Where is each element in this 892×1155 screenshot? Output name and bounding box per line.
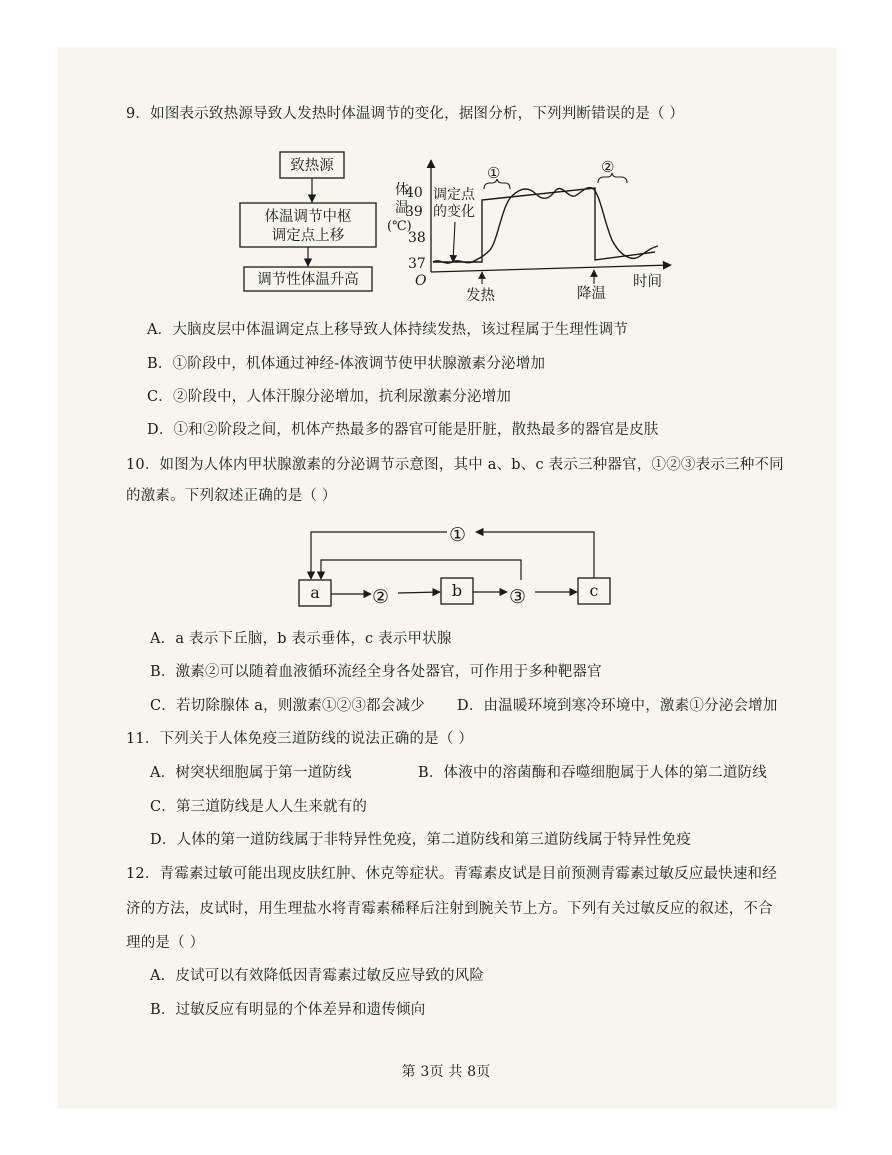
q9-option-c[interactable]: C．②阶段中，人体汗腺分泌增加，抗利尿激素分泌增加 [147,389,512,405]
q9-ytick-39: 39 [405,204,423,220]
q10-option-c[interactable]: C．若切除腺体 a，则激素①②③都会减少 [150,698,425,714]
q10-option-b[interactable]: B．激素②可以随着血液循环流经全身各处器官，可作用于多种靶器官 [150,664,602,680]
q9-ylabel-unit: (℃) [387,219,412,234]
q9-annot-setpoint-2: 的变化 [433,204,475,220]
q10-box-a-label: a [310,583,320,602]
q9-ytick-37: 37 [408,256,426,272]
q10-option-a[interactable]: A．a 表示下丘脑，b 表示垂体，c 表示甲状腺 [150,631,452,647]
q9-box-center-line2: 调定点上移 [271,228,345,244]
q10-option-d[interactable]: D．由温暖环境到寒冷环境中，激素①分泌会增加 [457,698,778,714]
q9-option-d[interactable]: D．①和②阶段之间，机体产热最多的器官可能是肝脏，散热最多的器官是皮肤 [147,422,659,438]
q9-ytick-38: 38 [408,230,426,246]
page-footer: 第 3页 共 8页 [401,1064,491,1080]
q9-phase1-label: ① [487,164,501,182]
q12-stem-line3: 理的是（ ） [126,935,205,951]
q12-option-b[interactable]: B．过敏反应有明显的个体差异和遗传倾向 [150,1002,426,1018]
q9-box-result-label: 调节性体温升高 [257,272,359,288]
q12-option-a[interactable]: A．皮试可以有效降低因青霉素过敏反应导致的风险 [150,968,485,984]
q9-x-axis [431,265,671,272]
q9-origin: O [415,273,427,289]
q10-box-c-label: c [589,581,599,600]
q9-ylabel-2: 温 [395,200,409,216]
q9-box-center-line1: 体温调节中枢 [264,209,352,225]
q12-stem-line2: 济的方法，皮试时，用生理盐水将青霉素稀释后注射到腕关节上方。下列有关过敏反应的叙述，不合 [126,901,773,917]
q9-ylabel-1: 体 [395,182,409,198]
q9-cool-label: 降温 [577,286,606,302]
q9-fever-label: 发热 [466,288,495,304]
q9-stem: 9．如图表示致热源导致人发热时体温调节的变化，据图分析，下列判断错误的是（ ） [126,106,685,122]
q10-hormone-1: ① [449,524,467,546]
q11-stem: 11．下列关于人体免疫三道防线的说法正确的是（ ） [126,731,474,747]
q10-box-b-label: b [451,581,463,600]
q9-annot-setpoint-1: 调定点 [433,187,475,203]
q11-option-b[interactable]: B．体液中的溶菌酶和吞噬细胞属于人体的第二道防线 [418,765,767,781]
q9-option-b[interactable]: B．①阶段中，机体通过神经-体液调节使甲状腺激素分泌增加 [147,356,546,372]
q10-hormone-3: ③ [509,586,527,608]
q11-option-d[interactable]: D．人体的第一道防线属于非特异性免疫，第二道防线和第三道防线属于特异性免疫 [150,832,692,848]
q9-phase2-label: ② [601,158,615,176]
q11-option-c[interactable]: C．第三道防线是人人生来就有的 [150,799,368,815]
q9-annot-arrow [453,222,455,262]
q9-xlabel: 时间 [633,274,662,290]
q10-stem-line2: 的激素。下列叙述正确的是（ ） [126,488,337,504]
q10-stem-line1: 10．如图为人体内甲状腺激素的分泌调节示意图，其中 a、b、c 表示三种器官，①②③表示三种不同 [126,457,784,473]
q11-option-a[interactable]: A．树突状细胞属于第一道防线 [150,765,352,781]
q10-hormone-2: ② [372,586,390,608]
q9-box-pyrogen-label: 致热源 [290,158,334,174]
q9-option-a[interactable]: A．大脑皮层中体温调定点上移导致人体持续发热，该过程属于生理性调节 [147,322,629,338]
q12-stem-line1: 12．青霉素过敏可能出现皮肤红肿、休克等症状。青霉素皮试是目前预测青霉素过敏反应最快速和经 [126,866,777,882]
q9-ytick-40: 40 [405,185,423,201]
